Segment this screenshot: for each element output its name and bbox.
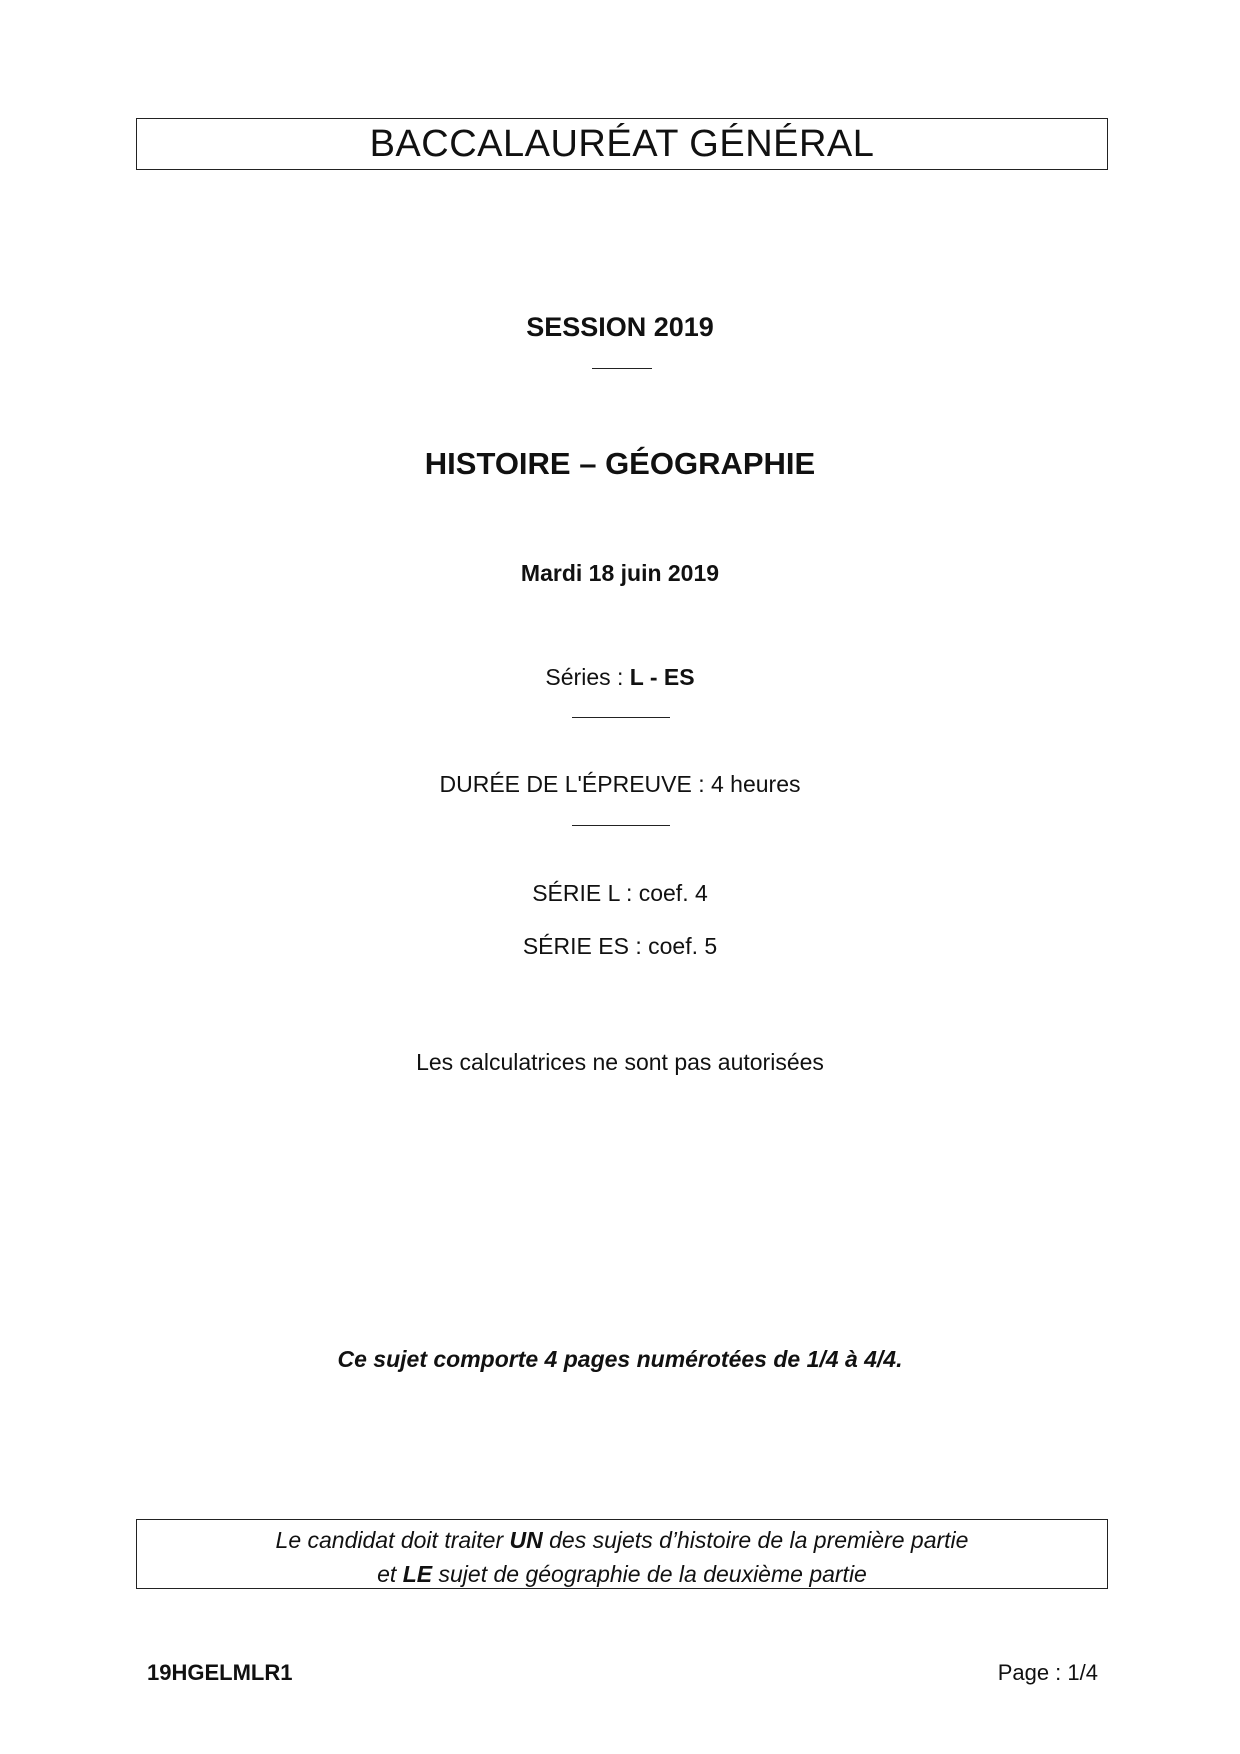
exam-title-box — [136, 118, 1108, 170]
duration-line: DURÉE DE L'ÉPREUVE : 4 heures — [439, 771, 801, 797]
subject-code: 19HGELMLR1 — [147, 1660, 293, 1685]
instructions-line-1-emphasis: UN — [509, 1527, 543, 1553]
series-label: Séries : — [545, 664, 630, 690]
exam-date: Mardi 18 juin 2019 — [520, 560, 720, 586]
instructions-line-1-end: des sujets d’histoire de la première partie — [542, 1527, 969, 1553]
subject-title: HISTOIRE – GÉOGRAPHIE — [424, 446, 816, 481]
calculator-notice: Les calculatrices ne sont pas autorisées — [416, 1049, 824, 1075]
series-divider — [572, 717, 670, 718]
page-number: Page : 1/4 — [997, 1660, 1098, 1685]
series-value: L - ES — [629, 664, 695, 690]
instructions-box — [136, 1519, 1108, 1589]
series-line — [0, 664, 1240, 691]
instructions-line-2-emphasis: LE — [402, 1561, 433, 1587]
session-divider — [592, 368, 652, 369]
coefficient-serie-es: SÉRIE ES : coef. 5 — [522, 933, 718, 959]
coefficient-serie-l: SÉRIE L : coef. 4 — [532, 880, 708, 906]
instructions-line-1-start: Le candidat doit traiter — [275, 1527, 510, 1553]
instructions-line-2-end: sujet de géographie de la deuxième partie — [432, 1561, 867, 1587]
instructions-line-1 — [137, 1523, 1107, 1557]
page-count-notice: Ce sujet comporte 4 pages numérotées de 1/4 à 4/4. — [337, 1346, 903, 1372]
duration-divider — [572, 825, 670, 826]
instructions-line-2-start: et — [377, 1561, 403, 1587]
exam-title: BACCALAURÉAT GÉNÉRAL — [369, 123, 875, 165]
instructions-line-2 — [137, 1557, 1107, 1591]
session-label: SESSION 2019 — [526, 312, 714, 342]
